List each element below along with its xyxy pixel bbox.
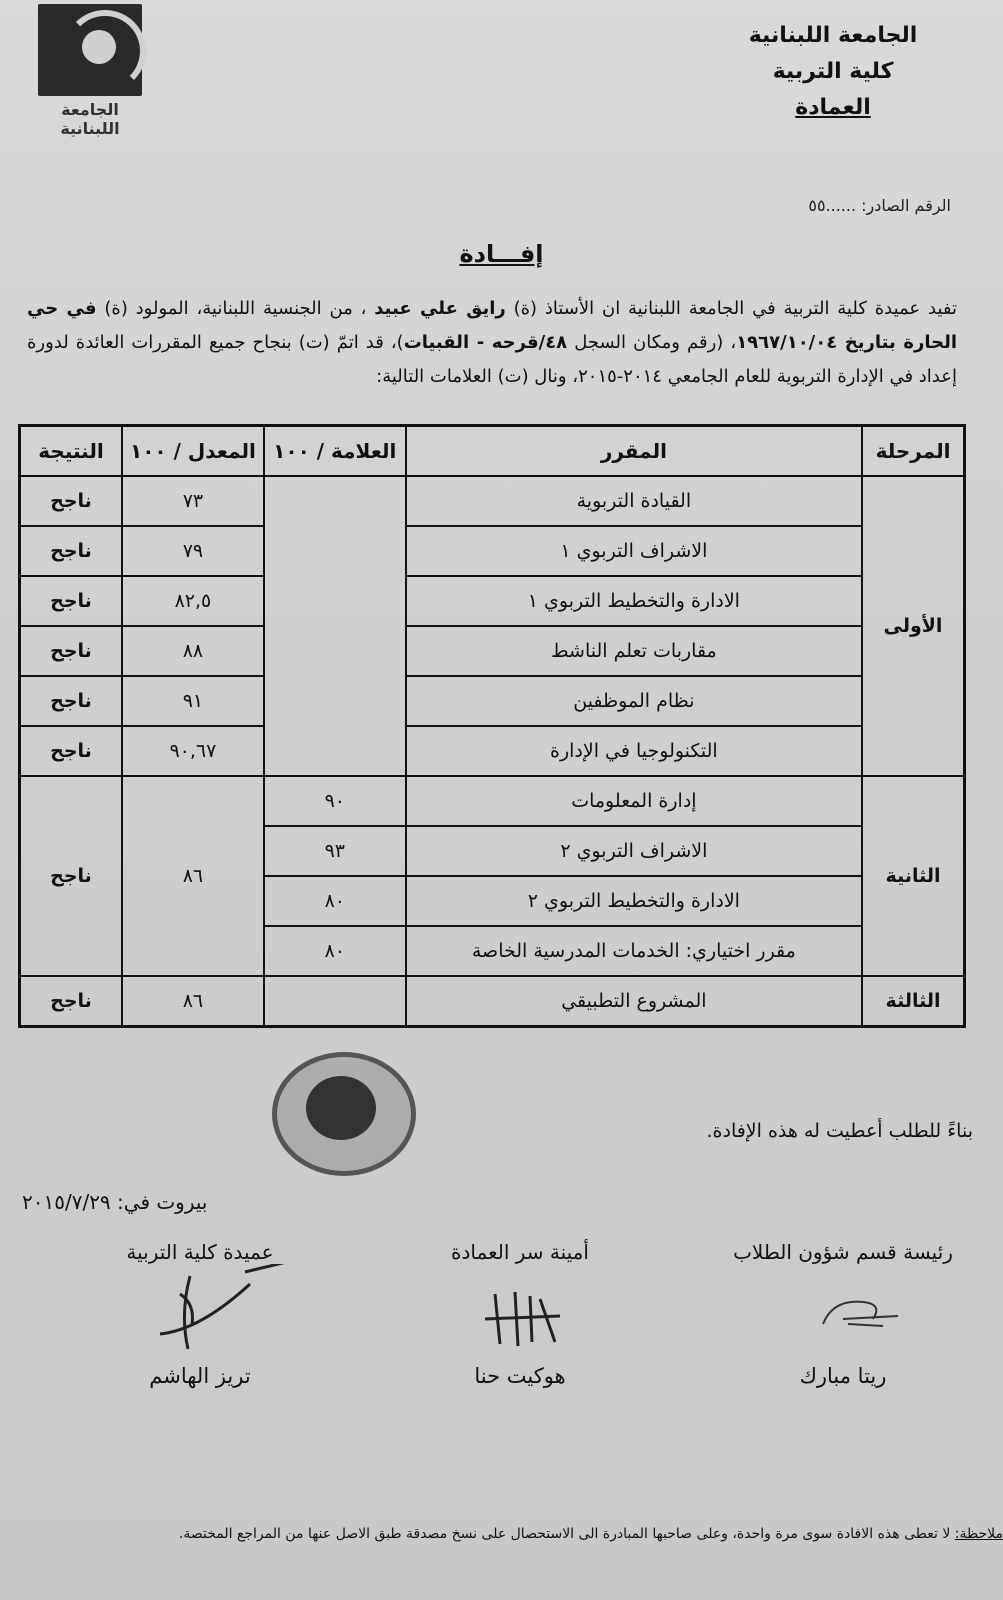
- university-name: الجامعة اللبنانية: [748, 23, 918, 48]
- result-cell: ناجح: [20, 776, 122, 976]
- official-stamp-icon: [266, 1046, 418, 1176]
- avg-cell: ٨٦: [122, 776, 264, 976]
- avg-cell: ٨٨: [122, 626, 264, 676]
- body-part2: ، من الجنسية اللبنانية، المولود (ة): [96, 298, 375, 319]
- handwritten-signature-icon: [70, 1264, 330, 1354]
- header-stage: المرحلة: [862, 426, 964, 477]
- course-cell: المشروع التطبيقي: [406, 976, 862, 1027]
- mark-cell-empty: [264, 976, 406, 1027]
- handwritten-signature-icon: [390, 1264, 650, 1354]
- signature-block-secretary: [390, 1240, 650, 1388]
- signatory-name: ريتا مبارك: [799, 1364, 887, 1388]
- closing-statement: بناءً للطلب أعطيت له هذه الإفادة.: [706, 1120, 973, 1142]
- signatory-name: تريز الهاشم: [149, 1364, 251, 1388]
- logo-text: الجامعة اللبنانية: [60, 100, 120, 138]
- mark-cell: ٨٠: [264, 926, 406, 976]
- birth-info: في حي الحارة بتاريخ ١٩٦٧/١٠/٠٤: [27, 298, 957, 353]
- stage-cell: الثالثة: [862, 976, 964, 1027]
- result-cell: ناجح: [20, 626, 122, 676]
- person-name: رايق علي عبيد: [374, 298, 506, 319]
- course-cell: مقرر اختياري: الخدمات المدرسية الخاصة: [406, 926, 862, 976]
- result-cell: ناجح: [20, 976, 122, 1027]
- header-avg: المعدل / ١٠٠: [122, 426, 264, 477]
- result-cell: ناجح: [20, 676, 122, 726]
- logo-icon: [38, 4, 142, 96]
- faculty-name: كلية التربية: [772, 59, 894, 84]
- signature-block-student-affairs: [713, 1240, 973, 1388]
- mark-cell: ٨٠: [264, 876, 406, 926]
- mark-cell-empty: [264, 476, 406, 776]
- avg-cell: ٧٣: [122, 476, 264, 526]
- signature-block-dean: [70, 1240, 330, 1388]
- course-cell: الادارة والتخطيط التربوي ١: [406, 576, 862, 626]
- header-result: النتيجة: [20, 426, 122, 477]
- course-cell: القيادة التربوية: [406, 476, 862, 526]
- mark-cell: ٩٠: [264, 776, 406, 826]
- signatory-role: عميدة كلية التربية: [126, 1240, 274, 1264]
- institution-header: [723, 18, 943, 126]
- mark-cell: ٩٣: [264, 826, 406, 876]
- table-row: [20, 726, 965, 776]
- table-row: [20, 676, 965, 726]
- university-logo: [30, 4, 150, 138]
- stage-cell: الأولى: [862, 476, 964, 776]
- grades-table: [18, 424, 966, 1028]
- issued-number: الرقم الصادر: ......٥٥: [808, 196, 951, 215]
- handwritten-signature-icon: [713, 1264, 973, 1354]
- avg-cell: ٧٩: [122, 526, 264, 576]
- footer-note: [3, 1526, 1003, 1542]
- course-cell: الاشراف التربوي ١: [406, 526, 862, 576]
- course-cell: الادارة والتخطيط التربوي ٢: [406, 876, 862, 926]
- result-cell: ناجح: [20, 576, 122, 626]
- body-part3: ، (رقم ومكان السجل: [567, 332, 737, 353]
- avg-cell: ٨٢,٥: [122, 576, 264, 626]
- note-label: ملاحظة:: [954, 1526, 1003, 1542]
- table-row: [20, 576, 965, 626]
- table-header-row: [20, 426, 965, 477]
- place-date: بيروت في: ٢٠١٥/٧/٢٩: [22, 1190, 208, 1214]
- course-cell: نظام الموظفين: [406, 676, 862, 726]
- header-course: المقرر: [406, 426, 862, 477]
- deanship-name: العمادة: [795, 95, 871, 120]
- table-row: [20, 976, 965, 1027]
- signatory-role: رئيسة قسم شؤون الطلاب: [733, 1240, 953, 1264]
- course-cell: مقاربات تعلم الناشط: [406, 626, 862, 676]
- document-title: إفـــادة: [459, 240, 544, 268]
- course-cell: إدارة المعلومات: [406, 776, 862, 826]
- avg-cell: ٩١: [122, 676, 264, 726]
- result-cell: ناجح: [20, 526, 122, 576]
- body-paragraph: [27, 292, 957, 394]
- avg-cell: ٩٠,٦٧: [122, 726, 264, 776]
- course-cell: التكنولوجيا في الإدارة: [406, 726, 862, 776]
- signatory-role: أمينة سر العمادة: [451, 1240, 589, 1264]
- body-part4: )، قد اتمّ (ت) بنجاح جميع المقررات العائدة لدورة إعداد في الإدارة التربوية للعام الجامعي ٢٠١٤-٢٠١٥، ونال (ت) العلامات التالية:: [27, 332, 957, 387]
- result-cell: ناجح: [20, 476, 122, 526]
- result-cell: ناجح: [20, 726, 122, 776]
- stage-cell: الثانية: [862, 776, 964, 976]
- table-row: [20, 626, 965, 676]
- note-text: لا تعطى هذه الافادة سوى مرة واحدة، وعلى صاحبها المبادرة الى الاستحصال على نسخ مصدقة طبق الاصل عنها من المراجع المختصة.: [178, 1526, 955, 1542]
- body-part1: تفيد عميدة كلية التربية في الجامعة اللبنانية ان الأستاذ (ة): [505, 298, 957, 319]
- table-row: [20, 776, 965, 826]
- registry-info: ٤٨/قرحه - القبيات: [403, 332, 568, 353]
- signatory-name: هوكيت حنا: [474, 1364, 566, 1388]
- header-mark: العلامة / ١٠٠: [264, 426, 406, 477]
- table-row: [20, 526, 965, 576]
- course-cell: الاشراف التربوي ٢: [406, 826, 862, 876]
- table-row: [20, 476, 965, 526]
- avg-cell: ٨٦: [122, 976, 264, 1027]
